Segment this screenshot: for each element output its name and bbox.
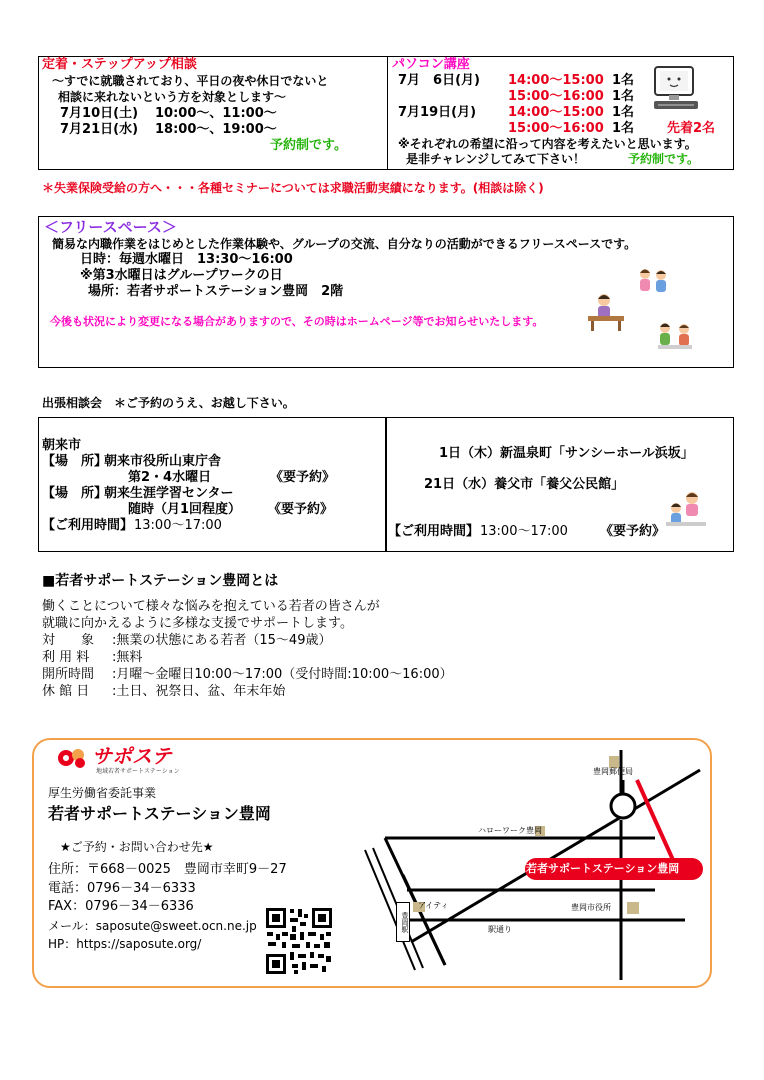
free-space-title: ＜フリースペース＞ xyxy=(44,218,177,236)
pc-reserve: 予約制です。 xyxy=(628,152,700,166)
free-space-note: ※第3水曜日はグループワークの日 xyxy=(80,268,283,283)
map-cityhall: 豊岡市役所 xyxy=(571,903,611,912)
footer-mail[interactable]: メール：saposute@sweet.ocn.ne.jp xyxy=(48,919,257,933)
outreach-hours-label-right: 【ご利用時間】 xyxy=(388,524,480,539)
about-p2: 就職に向かえるように多様な支援でサポートします。 xyxy=(42,616,353,631)
qr-code-icon[interactable] xyxy=(264,906,334,976)
pc-first-come: 先着2名 xyxy=(667,121,716,136)
pc-count-1a: 1名 xyxy=(612,73,635,88)
saposute-logo-icon xyxy=(56,746,90,770)
kids-illustration-icon xyxy=(633,266,673,296)
about-row xyxy=(42,650,453,667)
footer-address: 住所：〒668－0025 豊岡市幸町9－27 xyxy=(48,862,287,877)
about-row xyxy=(42,633,453,650)
footer-ministry: 厚生労働省委託事業 xyxy=(48,786,157,800)
free-space-change-notice: 今後も状況により変更になる場合がありますので、その時はホームページ等でお知らせいたします。 xyxy=(50,315,544,328)
map-post-office: 豊岡郵便局 xyxy=(593,767,633,776)
outreach-place-label-2: 【場 所】 xyxy=(42,486,108,501)
consult-date2: 7月21日(水) xyxy=(60,122,139,137)
outreach-hours-label-left: 【ご利用時間】 xyxy=(42,518,134,533)
outreach-place2: 朝来生涯学習センター xyxy=(104,486,234,501)
pc-slot-1a: 14:00～15:00 xyxy=(508,73,604,88)
outreach-reserve-1: 《要予約》 xyxy=(270,470,336,485)
outreach-place1: 朝来市役所山東庁舎 xyxy=(104,454,222,469)
pc-title: パソコン講座 xyxy=(392,57,470,72)
outreach-place1-sched: 第2・4水曜日 xyxy=(128,470,212,485)
studying-kids-illustration-icon xyxy=(654,320,696,352)
about-row xyxy=(42,684,453,701)
free-space-place: 場所：若者サポートステーション豊岡 2階 xyxy=(88,284,344,299)
free-space-desc: 簡易な内職作業をはじめとした作業体験や、グループの交流、自分なりの活動ができるフリースペースです。 xyxy=(52,237,637,251)
outreach-heading: 出張相談会 ＊ご予約のうえ、お越し下さい。 xyxy=(42,396,295,410)
outreach-city: 朝来市 xyxy=(42,438,82,453)
about-row-key: 開所時間 xyxy=(42,667,95,682)
pc-note1: ※それぞれの希望に沿って内容を考えたいと思います。 xyxy=(398,137,697,151)
about-row-key: 利 用 料 xyxy=(42,650,90,665)
outreach-right1: 1日（木）新温泉町「サンシーホール浜坂」 xyxy=(439,446,694,461)
consult-line1: ～すでに就職されており、平日の夜や休日でないと xyxy=(52,74,329,88)
free-space-schedule: 日時：毎週水曜日 13:30～16:00 xyxy=(80,252,293,267)
outreach-hours-right: 13:00～17:00 xyxy=(480,524,568,539)
footer-tel: 電話：0796－34－6333 xyxy=(48,881,196,896)
computer-icon xyxy=(652,66,702,112)
outreach-place-label-1: 【場 所】 xyxy=(42,454,108,469)
outreach-divider xyxy=(385,417,387,552)
footer-fax: FAX：0796－34－6336 xyxy=(48,899,194,914)
pc-slot-2a: 14:00～15:00 xyxy=(508,105,604,120)
pc-date2: 7月19日(月) xyxy=(398,105,477,120)
outreach-hours-left: 13:00～17:00 xyxy=(134,518,222,533)
pc-count-2b: 1名 xyxy=(612,121,635,136)
map-station-label: 若者サポートステーション豊岡 xyxy=(526,862,680,875)
footer-logo-text: サポステ xyxy=(92,744,172,768)
outreach-reserve-2: 《要予約》 xyxy=(268,502,334,517)
footer-org: 若者サポートステーション豊岡 xyxy=(48,804,271,823)
about-row-value: :無料 xyxy=(112,650,143,665)
pc-count-1b: 1名 xyxy=(612,89,635,104)
consult-date1: 7月10日(土) xyxy=(60,106,139,121)
about-p1: 働くことについて様々な悩みを抱えている若者の皆さんが xyxy=(42,599,380,614)
about-row xyxy=(42,667,453,684)
outreach-right2: 21日（水）養父市「養父公民館」 xyxy=(424,477,625,492)
consult-line2: 相談に来れないという方を対象とします～ xyxy=(58,90,287,104)
map-aiti: アイティ xyxy=(418,901,449,910)
consult-reserve: 予約制です。 xyxy=(270,138,347,153)
outreach-place2-sched: 随時（月1回程度） xyxy=(128,502,242,517)
footer-hp[interactable]: HP：https://saposute.org/ xyxy=(48,937,202,951)
pc-count-2a: 1名 xyxy=(612,105,635,120)
footer-logo-sub: 地域若者サポートステーション xyxy=(96,768,180,775)
desk-worker-illustration-icon xyxy=(586,292,626,332)
map-station: 豊岡駅 xyxy=(396,902,410,942)
pc-note2: 是非チャレンジしてみて下さい！ xyxy=(406,152,586,166)
pc-slot-1b: 15:00～16:00 xyxy=(508,89,604,104)
about-row-key: 対 象 xyxy=(42,633,95,648)
outreach-reserve-right: 《要予約》 xyxy=(600,524,666,539)
about-heading: ■若者サポートステーション豊岡とは xyxy=(42,573,279,589)
pc-date1: 7月 6日(月) xyxy=(398,73,480,88)
about-row-key: 休 館 日 xyxy=(42,684,90,699)
consult-title: 定着・ステップアップ相談 xyxy=(42,57,197,72)
about-rows xyxy=(42,633,453,701)
map-hellowork: ハローワーク豊岡 xyxy=(478,826,542,835)
about-row-value: :月曜～金曜日10:00～17:00（受付時間:10:00～16:00） xyxy=(112,667,453,682)
map-ekimae: 駅通り xyxy=(488,925,512,934)
about-row-value: :無業の状態にある若者（15～49歳） xyxy=(112,633,332,648)
pc-slot-2b: 15:00～16:00 xyxy=(508,121,604,136)
about-row-value: :土日、祝祭日、盆、年末年始 xyxy=(112,684,286,699)
counseling-illustration-icon xyxy=(666,490,706,528)
footer-contact-title: ★ご予約・お問い合わせ先★ xyxy=(60,840,214,854)
unemployment-notice: ＊失業保険受給の方へ・・・各種セミナーについては求職活動実績になります。(相談は除く) xyxy=(42,181,544,195)
consult-time2: 18:00～、19:00～ xyxy=(155,122,277,137)
consult-time1: 10:00～、11:00～ xyxy=(155,106,277,121)
